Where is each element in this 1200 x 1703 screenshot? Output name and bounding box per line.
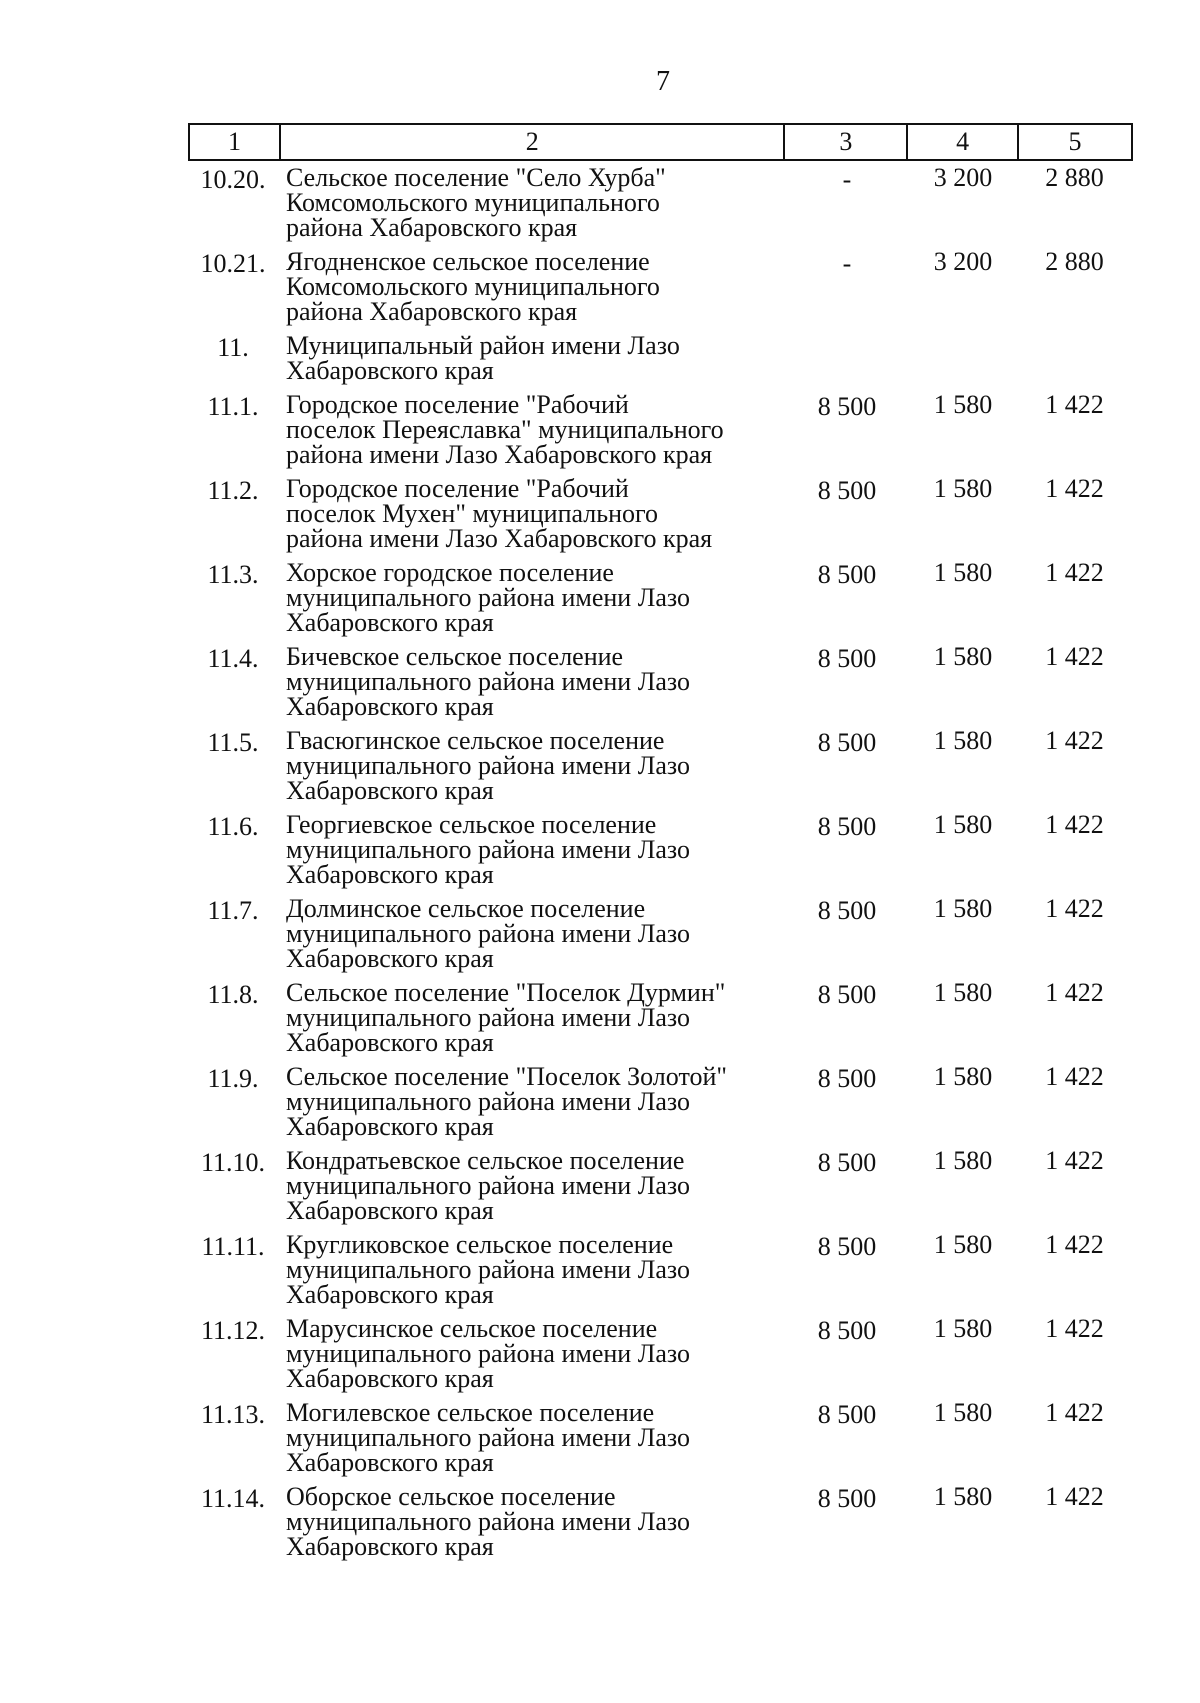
row-name: Муниципальный район имени Лазо Хабаровского края [286,331,680,385]
table-row [188,896,1133,971]
column-header-5: 5 [1018,124,1132,160]
row-value-3: 8 500 [817,1484,877,1513]
column-header-3: 3 [784,124,907,160]
row-value-5: 1 422 [1045,810,1104,839]
table-row [188,980,1133,1055]
row-number: 11.12. [200,1316,266,1345]
row-name: Кругликовское сельское поселение муниципального района имени Лазо Хабаровского края [286,1230,690,1309]
row-value-5: 1 422 [1045,726,1104,755]
row-value-3: 8 500 [817,1148,877,1177]
row-value-4: 1 580 [933,726,993,755]
column-header-1: 1 [189,124,280,160]
row-value-3: 8 500 [817,896,877,925]
row-value-3: - [842,249,852,278]
row-name: Ягодненское сельское поселение Комсомольского муниципального района Хабаровского края [286,247,660,326]
row-value-4: 1 580 [933,810,993,839]
row-value-3: 8 500 [817,392,877,421]
row-value-3 [786,333,908,383]
row-value-5: 1 422 [1045,1314,1104,1343]
row-number: 11.9. [207,1064,259,1093]
row-name: Бичевское сельское поселение муниципального района имени Лазо Хабаровского края [286,642,690,721]
row-value-4: 1 580 [933,894,993,923]
row-value-3: 8 500 [817,980,877,1009]
row-number: 11.3. [207,560,259,589]
row-value-4: 3 200 [933,247,993,276]
table-row [188,165,1133,240]
row-value-4: 1 580 [933,1398,993,1427]
row-value-5: 1 422 [1045,390,1104,419]
row-value-5: 1 422 [1045,1146,1104,1175]
row-number: 10.20. [200,165,266,194]
row-value-3: 8 500 [817,644,877,673]
column-header-table [188,123,1133,161]
row-value-4: 1 580 [933,390,993,419]
row-number: 11. [217,333,249,362]
row-name: Кондратьевское сельское поселение муниципального района имени Лазо Хабаровского края [286,1146,690,1225]
row-value-5: 2 880 [1045,163,1104,192]
row-value-3: - [842,165,852,194]
row-value-5: 1 422 [1045,894,1104,923]
row-name: Городское поселение "Рабочий поселок Переяславка" муниципального района имени Лазо Хабаровского края [286,390,724,469]
row-number: 11.4. [207,644,259,673]
row-name: Оборское сельское поселение муниципального района имени Лазо Хабаровского края [286,1482,690,1561]
row-value-4: 1 580 [933,474,993,503]
column-header-2: 2 [280,124,784,160]
row-value-3: 8 500 [817,812,877,841]
page-number-text: 7 [656,66,670,97]
row-number: 11.7. [207,896,259,925]
table-row [188,560,1133,635]
row-value-4: 1 580 [933,558,993,587]
row-value-5: 1 422 [1045,1230,1104,1259]
row-value-5: 1 422 [1045,1398,1104,1427]
table-row [188,1484,1133,1559]
row-value-4: 3 200 [933,163,993,192]
row-number: 11.1. [207,392,259,421]
row-value-4: 1 580 [933,1230,993,1259]
row-number: 11.8. [207,980,259,1009]
row-value-5: 1 422 [1045,1062,1104,1091]
row-number: 11.13. [200,1400,266,1429]
column-header-4: 4 [907,124,1018,160]
header-row [189,124,1132,160]
row-name: Сельское поселение "Поселок Золотой" муниципального района имени Лазо Хабаровского края [286,1062,727,1141]
table-row [188,1316,1133,1391]
row-name: Хорское городское поселение муниципального района имени Лазо Хабаровского края [286,558,690,637]
table-body [188,165,1133,1568]
row-value-4: 1 580 [933,1146,993,1175]
row-number: 11.2. [207,476,259,505]
row-value-5: 2 880 [1045,247,1104,276]
row-value-5: 1 422 [1045,474,1104,503]
row-number: 10.21. [200,249,266,278]
row-name: Марусинское сельское поселение муниципального района имени Лазо Хабаровского края [286,1314,690,1393]
table-row [188,1232,1133,1307]
table-row [188,728,1133,803]
row-name: Могилевское сельское поселение муниципального района имени Лазо Хабаровского края [286,1398,690,1477]
row-value-5: 1 422 [1045,642,1104,671]
table-row [188,1064,1133,1139]
row-value-3: 8 500 [817,560,877,589]
table-row [188,333,1133,383]
table-row [188,476,1133,551]
row-value-3: 8 500 [817,476,877,505]
table-row [188,1148,1133,1223]
row-number: 11.6. [207,812,259,841]
table-row [188,249,1133,324]
row-number: 11.5. [207,728,259,757]
row-name: Сельское поселение "Село Хурба" Комсомольского муниципального района Хабаровского края [286,163,666,242]
row-name: Сельское поселение "Поселок Дурмин" муниципального района имени Лазо Хабаровского края [286,978,726,1057]
row-value-4: 1 580 [933,978,993,1007]
row-value-3: 8 500 [817,1316,877,1345]
row-value-4: 1 580 [933,1062,993,1091]
row-value-4: 1 580 [933,1314,993,1343]
row-number: 11.10. [200,1148,266,1177]
table-row [188,812,1133,887]
row-value-3: 8 500 [817,1232,877,1261]
table-row [188,1400,1133,1475]
row-value-3: 8 500 [817,1400,877,1429]
row-number: 11.14. [200,1484,266,1513]
row-value-3: 8 500 [817,728,877,757]
row-name: Георгиевское сельское поселение муниципального района имени Лазо Хабаровского края [286,810,690,889]
table-row [188,392,1133,467]
row-value-5 [1018,333,1131,383]
row-value-5: 1 422 [1045,978,1104,1007]
row-number: 11.11. [201,1232,265,1261]
row-value-3: 8 500 [817,1064,877,1093]
table-row [188,644,1133,719]
row-value-5: 1 422 [1045,1482,1104,1511]
row-value-4: 1 580 [933,642,993,671]
row-name: Городское поселение "Рабочий поселок Мухен" муниципального района имени Лазо Хабаровского края [286,474,713,553]
row-name: Гвасюгинское сельское поселение муниципального района имени Лазо Хабаровского края [286,726,690,805]
row-value-4 [908,333,1018,383]
row-value-4: 1 580 [933,1482,993,1511]
row-value-5: 1 422 [1045,558,1104,587]
row-name: Долминское сельское поселение муниципального района имени Лазо Хабаровского края [286,894,690,973]
